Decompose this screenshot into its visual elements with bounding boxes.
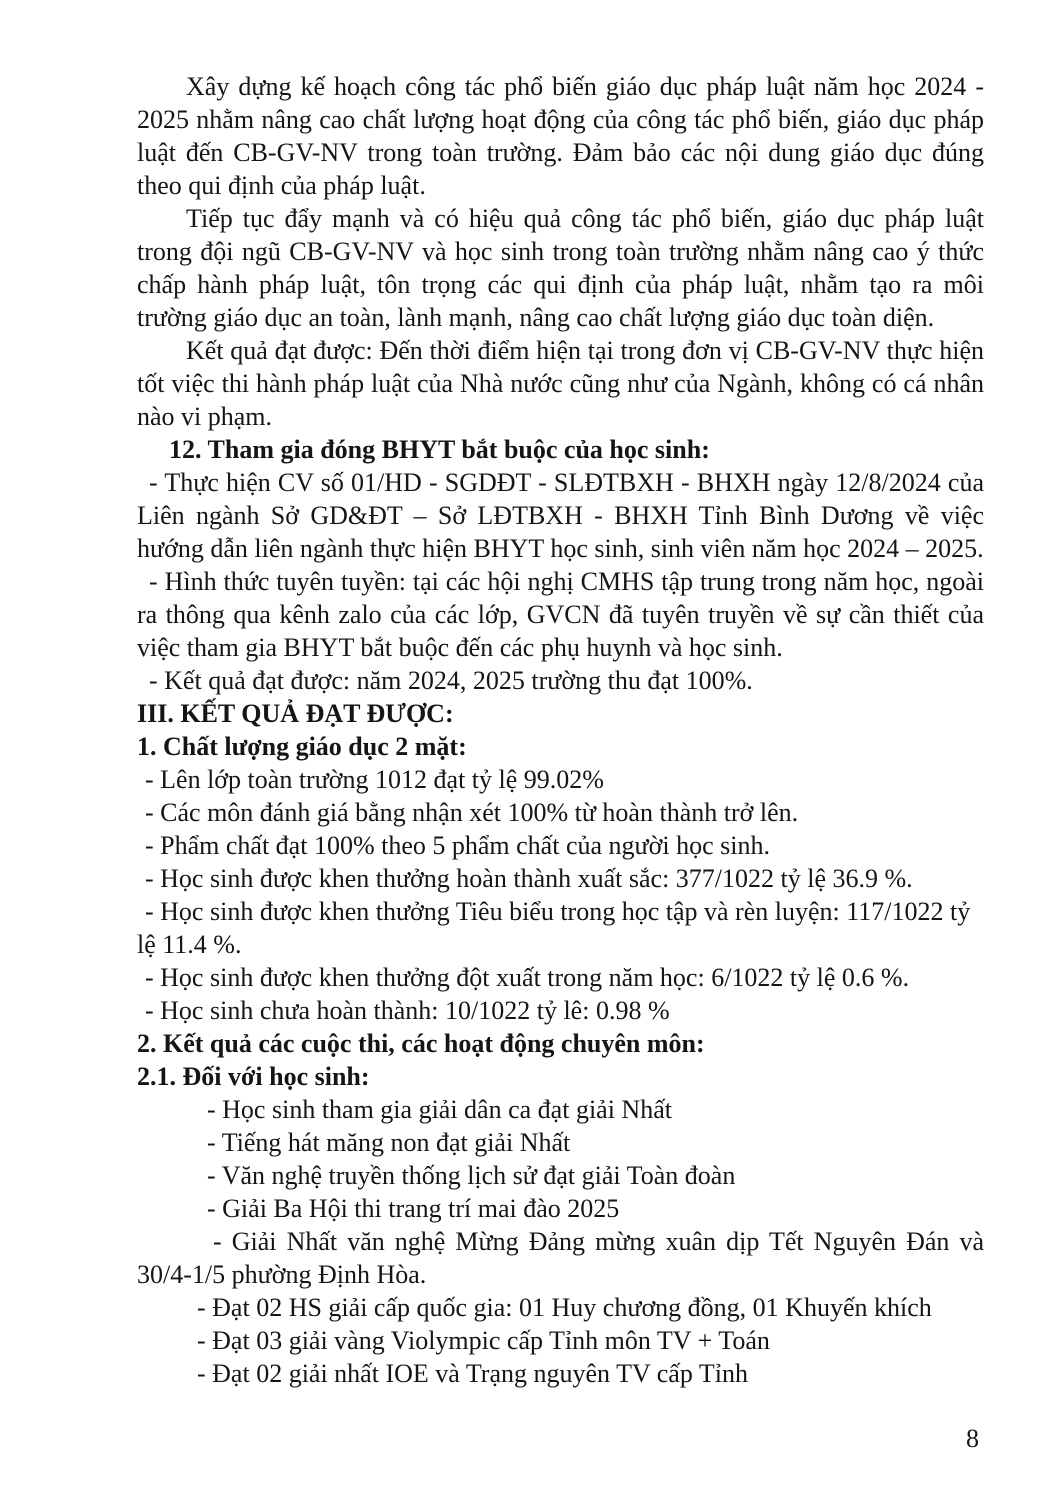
heading-quality-two-aspects: 1. Chất lượng giáo dục 2 mặt:	[137, 732, 467, 761]
page-number: 8	[966, 1424, 979, 1453]
heading-contest-results: 2. Kết quả các cuộc thi, các hoạt động chuyên môn:	[137, 1029, 705, 1058]
award-item-history-arts: - Văn nghệ truyền thống lịch sử đạt giải Toàn đoàn	[207, 1161, 736, 1190]
paragraph-legal-result: Kết quả đạt được: Đến thời điểm hiện tại trong đơn vị CB-GV-NV thực hiện tốt việc thi hành pháp luật của Nhà nước cũng như của Ngành, không có cá nhân nào vi phạm.	[137, 336, 984, 431]
result-item-excellent-award: - Học sinh được khen thưởng hoàn thành xuất sắc: 377/1022 tỷ lệ 36.9 %.	[145, 864, 913, 893]
paragraph-legal-plan: Xây dựng kế hoạch công tác phổ biến giáo dục pháp luật năm học 2024 - 2025 nhằm nâng cao chất lượng hoạt động của công tác phổ biến, giáo dục pháp luật đến CB-GV-NV trong toàn trường. Đảm bảo các nội dung giáo dục đúng theo qui định của pháp luật.	[137, 72, 984, 200]
result-item-sudden-award: - Học sinh được khen thưởng đột xuất trong năm học: 6/1022 tỷ lệ 0.6 %.	[145, 963, 910, 992]
award-item-folk-song: - Học sinh tham gia giải dân ca đạt giải Nhất	[207, 1095, 672, 1124]
result-item-subject-review: - Các môn đánh giá bằng nhận xét 100% từ hoàn thành trở lên.	[145, 798, 799, 827]
paragraph-legal-promotion: Tiếp tục đẩy mạnh và có hiệu quả công tác phổ biến, giáo dục pháp luật trong đội ngũ CB-GV-NV và học sinh trong toàn trường nhằm nâng cao ý thức chấp hành pháp luật, tôn trọng các qui định của pháp luật, nhằm tạo ra môi trường giáo dục an toàn, lành mạnh, nâng cao chất lượng giáo dục toàn diện.	[137, 204, 984, 332]
paragraph-bhyt-propaganda: - Hình thức tuyên tuyền: tại các hội nghị CMHS tập trung trong năm học, ngoài ra thông qua kênh zalo của các lớp, GVCN đã tuyên truyền về sự cần thiết của việc tham gia BHYT bắt buộc đến các phụ huynh và học sinh.	[137, 567, 984, 662]
result-item-not-completed: - Học sinh chưa hoàn thành: 10/1022 tỷ lê: 0.98 %	[145, 996, 670, 1025]
award-item-singing: - Tiếng hát măng non đạt giải Nhất	[207, 1128, 571, 1157]
paragraph-bhyt-circular: - Thực hiện CV số 01/HD - SGDĐT - SLĐTBXH - BHXH ngày 12/8/2024 của Liên ngành Sở GD&ĐT – Sở LĐTBXH - BHXH Tỉnh Bình Dương về việc hướng dẫn liên ngành thực hiện BHYT học sinh, sinh viên năm học 2024 – 2025.	[137, 468, 984, 563]
award-item-mai-dao: - Giải Ba Hội thi trang trí mai đào 2025	[207, 1194, 620, 1223]
award-item-violympic: - Đạt 03 giải vàng Violympic cấp Tỉnh môn TV + Toán	[197, 1326, 770, 1355]
heading-for-students: 2.1. Đối với học sinh:	[137, 1062, 370, 1091]
award-item-national: - Đạt 02 HS giải cấp quốc gia: 01 Huy chương đồng, 01 Khuyến khích	[197, 1293, 932, 1322]
heading-section-iii-results: III. KẾT QUẢ ĐẠT ĐƯỢC:	[137, 699, 454, 728]
result-item-typical-award: - Học sinh được khen thưởng Tiêu biểu trong học tập và rèn luyện: 117/1022 tỷ lệ 11.4 %.	[137, 897, 971, 959]
award-item-spring-festival: - Giải Nhất văn nghệ Mừng Đảng mừng xuân dịp Tết Nguyên Đán và 30/4-1/5 phường Định Hòa.	[137, 1227, 984, 1289]
paragraph-bhyt-result: - Kết quả đạt được: năm 2024, 2025 trường thu đạt 100%.	[149, 666, 753, 695]
heading-section-12-bhyt: 12. Tham gia đóng BHYT bắt buộc của học sinh:	[169, 435, 710, 464]
award-item-ioe: - Đạt 02 giải nhất IOE và Trạng nguyên TV cấp Tỉnh	[197, 1359, 748, 1388]
result-item-promotion-rate: - Lên lớp toàn trường 1012 đạt tỷ lệ 99.02%	[145, 765, 604, 794]
result-item-quality-traits: - Phẩm chất đạt 100% theo 5 phẩm chất của người học sinh.	[145, 831, 770, 860]
